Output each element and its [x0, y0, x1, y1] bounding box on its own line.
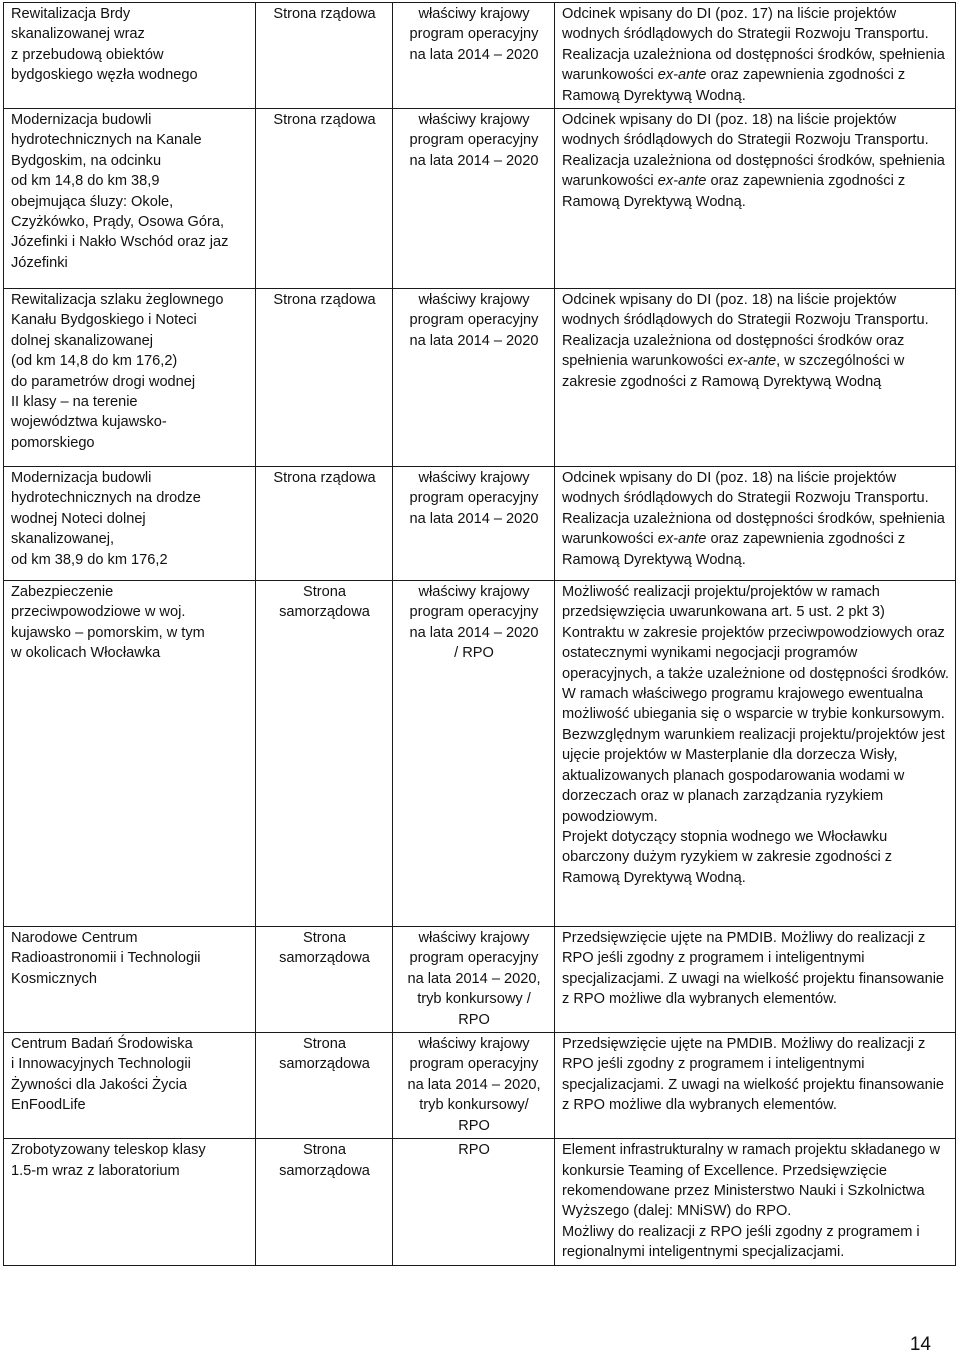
responsible-party: Strona samorządowa [256, 1033, 393, 1139]
notes: Odcinek wpisany do DI (poz. 18) na liście projektów wodnych śródlądowych do Strategii Rozwoju Transportu. Realizacja uzależniona od dostępności środków, spełnienia warunkowości ex-ante oraz zapewnienia zgodności z Ramową Dyrektywą Wodną. [555, 467, 956, 581]
project-name: Modernizacja budowli hydrotechnicznych na drodze wodnej Noteci dolnej skanalizowanej, od km 38,9 do km 176,2 [4, 467, 256, 581]
funding-program: właściwy krajowy program operacyjny na lata 2014 – 2020 [393, 289, 555, 467]
responsible-party: Strona rządowa [256, 109, 393, 289]
notes [555, 1139, 956, 1265]
projects-table [3, 2, 956, 1266]
note-paragraph: Projekt dotyczący stopnia wodnego we Włocławku obarczony dużym ryzykiem w zakresie zgodności z Ramową Dyrektywą Wodną. [562, 828, 893, 886]
project-name: Zabezpieczenie przeciwpowodziowe w woj. kujawsko – pomorskim, w tym w okolicach Włocławka [4, 581, 256, 927]
notes: Odcinek wpisany do DI (poz. 17) na liście projektów wodnych śródlądowych do Strategii Rozwoju Transportu. Realizacja uzależniona od dostępności środków, spełnienia warunkowości ex-ante oraz zapewnienia zgodności z Ramową Dyrektywą Wodną. [555, 3, 956, 109]
table-row [4, 109, 956, 289]
funding-program: właściwy krajowy program operacyjny na lata 2014 – 2020, tryb konkursowy/ RPO [393, 1033, 555, 1139]
funding-program: właściwy krajowy program operacyjny na lata 2014 – 2020 [393, 467, 555, 581]
notes [555, 581, 956, 927]
project-name: Zrobotyzowany teleskop klasy 1.5-m wraz z laboratorium [4, 1139, 256, 1265]
funding-program: właściwy krajowy program operacyjny na lata 2014 – 2020 / RPO [393, 581, 555, 927]
responsible-party: Strona samorządowa [256, 581, 393, 927]
funding-program: właściwy krajowy program operacyjny na lata 2014 – 2020 [393, 109, 555, 289]
notes: Odcinek wpisany do DI (poz. 18) na liście projektów wodnych śródlądowych do Strategii Rozwoju Transportu. Realizacja uzależniona od dostępności środków, spełnienia warunkowości ex-ante oraz zapewnienia zgodności z Ramową Dyrektywą Wodną. [555, 109, 956, 289]
responsible-party: Strona samorządowa [256, 927, 393, 1033]
project-name: Rewitalizacja Brdy skanalizowanej wraz z przebudową obiektów bydgoskiego węzła wodnego [4, 3, 256, 109]
notes: Przedsięwzięcie ujęte na PMDIB. Możliwy do realizacji z RPO jeśli zgodny z programem i inteligentnymi specjalizacjami. Z uwagi na wielkość projektu finansowanie z RPO możliwe dla wybranych elementów. [555, 927, 956, 1033]
funding-program: właściwy krajowy program operacyjny na lata 2014 – 2020 [393, 3, 555, 109]
responsible-party: Strona samorządowa [256, 1139, 393, 1265]
table-row [4, 581, 956, 927]
project-name: Centrum Badań Środowiska i Innowacyjnych Technologii Żywności dla Jakości Życia EnFoodLife [4, 1033, 256, 1139]
responsible-party: Strona rządowa [256, 467, 393, 581]
funding-program: RPO [393, 1139, 555, 1265]
funding-program: właściwy krajowy program operacyjny na lata 2014 – 2020, tryb konkursowy / RPO [393, 927, 555, 1033]
notes: Przedsięwzięcie ujęte na PMDIB. Możliwy do realizacji z RPO jeśli zgodny z programem i inteligentnymi specjalizacjami. Z uwagi na wielkość projektu finansowanie z RPO możliwe dla wybranych elementów. [555, 1033, 956, 1139]
table-row [4, 927, 956, 1033]
table-row [4, 289, 956, 467]
responsible-party: Strona rządowa [256, 289, 393, 467]
note-paragraph: Możliwy do realizacji z RPO jeśli zgodny z programem i regionalnymi inteligentnymi specjalizacjami. [562, 1223, 920, 1261]
note-paragraph: Bezwzględnym warunkiem realizacji projektu/projektów jest ujęcie projektów w Masterplanie dla dorzecza Wisły, aktualizowanych planach gospodarowania wodami w dorzeczach oraz w planach zarządzania ryzykiem powodziowym. [562, 726, 945, 825]
table-row [4, 1033, 956, 1139]
table-row [4, 467, 956, 581]
responsible-party: Strona rządowa [256, 3, 393, 109]
note-paragraph: Element infrastrukturalny w ramach projektu składanego w konkursie Teaming of Excellence. Przedsięwzięcie rekomendowane przez Ministerstwo Nauki i Szkolnictwa Wyższego (dalej: MNiSW) do RPO. [562, 1142, 940, 1220]
page-number: 14 [909, 1334, 931, 1355]
table-row [4, 3, 956, 109]
table-row [4, 1139, 956, 1265]
project-name: Narodowe Centrum Radioastronomii i Technologii Kosmicznych [4, 927, 256, 1033]
note-paragraph: Możliwość realizacji projektu/projektów w ramach przedsięwzięcia uwarunkowana art. 5 ust. 2 pkt 3) Kontraktu w zakresie projektów przeciwpowodziowych oraz ostatecznymi wynikami negocjacji programów operacyjnych, a także uzależnione od dostępności środków. [562, 584, 949, 682]
note-paragraph: W ramach właściwego programu krajowego ewentualna możliwość ubiegania się o wsparcie w trybie konkursowym. [562, 686, 945, 723]
notes: Odcinek wpisany do DI (poz. 18) na liście projektów wodnych śródlądowych do Strategii Rozwoju Transportu. Realizacja uzależniona od dostępności środków oraz spełnienia warunkowości ex-ante, w szczególności w zakresie zgodności z Ramową Dyrektywą Wodną [555, 289, 956, 467]
project-name: Rewitalizacja szlaku żeglownego Kanału Bydgoskiego i Noteci dolnej skanalizowanej (od km 14,8 do km 176,2) do parametrów drogi wodnej II klasy – na terenie województwa kujawsko- pomorskiego [4, 289, 256, 467]
project-name: Modernizacja budowli hydrotechnicznych na Kanale Bydgoskim, na odcinku od km 14,8 do km 38,9 obejmująca śluzy: Okole, Czyżkówko, Prądy, Osowa Góra, Józefinki i Nakło Wschód oraz jaz Józefinki [4, 109, 256, 289]
